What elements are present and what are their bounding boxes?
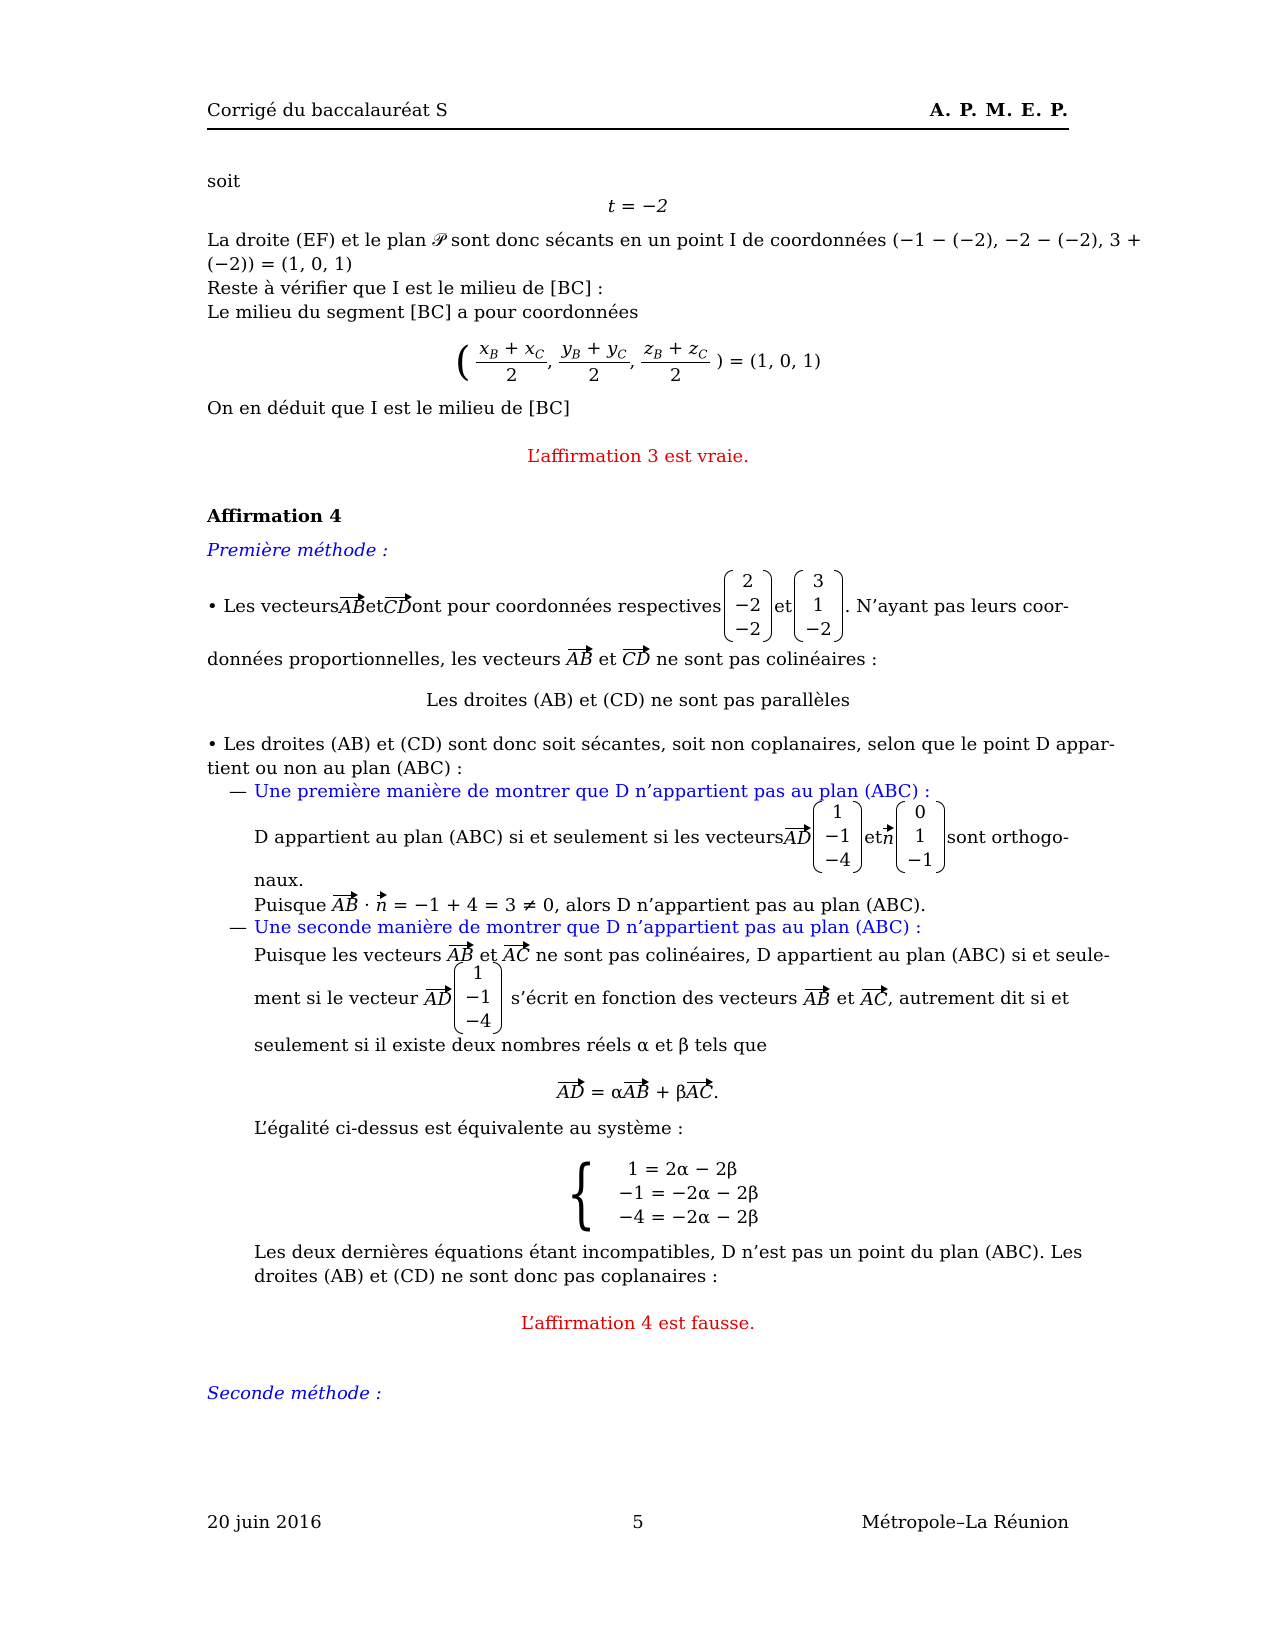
- bracket-left: [794, 570, 803, 642]
- paren-open: (: [454, 338, 471, 385]
- cd-z: −2: [805, 619, 832, 640]
- ad-coordinates: [813, 801, 862, 873]
- bracket-left: [724, 570, 733, 642]
- bullet-1-a: • Les vecteurs: [207, 595, 340, 617]
- ab-coordinates: [724, 570, 773, 642]
- bullet-1-c: . N’ayant pas leurs coor-: [844, 595, 1069, 617]
- vec-ac: AC: [686, 1082, 714, 1103]
- eq-beta: + β: [655, 1082, 687, 1103]
- vec-n: n: [375, 895, 388, 916]
- ab-x: 2: [742, 571, 754, 592]
- text-milieu: Le milieu du segment [BC] a pour coordonnées: [207, 302, 639, 323]
- fraction-y-den: 2: [588, 364, 600, 386]
- way-1-title: Une première manière de montrer que D n’appartient pas au plan (ABC) :: [254, 781, 931, 802]
- incompatible-line-1: Les deux dernières équations étant incompatibles, D n’est pas un point du plan (ABC). Les: [254, 1242, 1083, 1263]
- word-et: et: [836, 987, 855, 1009]
- page-header: [207, 100, 1069, 130]
- n-y: 1: [914, 826, 926, 847]
- bracket-right: [853, 801, 862, 873]
- word-et: et: [864, 826, 883, 848]
- ad-x: 1: [472, 963, 484, 984]
- ad-coordinates: [454, 962, 503, 1034]
- left-brace: {: [566, 1148, 596, 1237]
- vec-ab: AB: [332, 895, 359, 916]
- vec-cd: CD: [622, 649, 651, 670]
- vec-n: n: [882, 827, 894, 849]
- footer-date: 20 juin 2016: [207, 1512, 322, 1533]
- conclusion-3: L’affirmation 3 est vraie.: [527, 446, 749, 467]
- bullet-2-line-1: • Les droites (AB) et (CD) sont donc soit sécantes, soit non coplanaires, selon que le point D appar-: [207, 734, 1115, 755]
- way-2-b-mid: s’écrit en fonction des vecteurs: [510, 987, 798, 1009]
- text-soit: soit: [207, 171, 241, 192]
- way-1-d-post: = −1 + 4 = 3 ≠ 0, alors D n’appartient pas au plan (ABC).: [392, 895, 926, 916]
- vector-equation: AD = αAB + βAC.: [557, 1082, 719, 1103]
- fraction-z-den: 2: [669, 364, 682, 386]
- way-2-b-post: , autrement dit si et: [887, 987, 1069, 1009]
- ab-z: −2: [734, 619, 762, 640]
- n-coordinates: [896, 801, 945, 873]
- header-org: A. P. M. E. P.: [929, 100, 1069, 121]
- vec-ac: AC: [503, 945, 530, 966]
- bracket-right: [763, 570, 772, 642]
- conclusion-4: L’affirmation 4 est fausse.: [520, 1313, 756, 1334]
- way-1-a: D appartient au plan (ABC) si et seulement si les vecteurs: [254, 826, 784, 848]
- way-1-line-1: [254, 801, 1069, 873]
- cd-coordinates: [794, 570, 843, 642]
- dash-1: —: [229, 781, 247, 802]
- word-et: et: [479, 945, 498, 966]
- vec-ab: AB: [339, 596, 366, 618]
- way-2-c: seulement si il existe deux nombres réels α et β tels que: [254, 1035, 767, 1056]
- bullet-1-e: ne sont pas colinéaires :: [656, 649, 878, 670]
- eq-alpha: = α: [590, 1082, 624, 1103]
- fraction-y-num: $y_B + y_C$: [559, 338, 630, 363]
- page-number: 5: [632, 1512, 644, 1533]
- section-title: Affirmation 4: [207, 506, 342, 527]
- equation-system: [557, 1148, 759, 1237]
- way-1-line-3: Puisque AB · n = −1 + 4 = 3 ≠ 0, alors D n’appartient pas au plan (ABC).: [254, 895, 926, 916]
- equation-t: t = −2: [607, 196, 669, 217]
- midpoint-formula: ( $\frac{x_B + x_C}{2}$ , $\frac{y_B + y_C}{2}$ , $\frac{z_B + z_C}{2}$ ) = (1, 0, 1): [454, 338, 822, 386]
- way-2-a-pre: Puisque les vecteurs: [254, 945, 442, 966]
- page: [207, 0, 1142, 1650]
- system-eq-3: −4 = −2α − 2β: [618, 1207, 759, 1228]
- ad-z: −4: [824, 850, 851, 871]
- fraction-z-num: $z_B + z_C$: [641, 338, 711, 363]
- fraction-x-den: 2: [506, 364, 518, 386]
- bracket-left: [813, 801, 822, 873]
- text-deduit: On en déduit que I est le milieu de [BC]: [207, 398, 570, 419]
- bullet-1-line-2: [207, 647, 877, 670]
- system-eq-2: −1 = −2α − 2β: [618, 1183, 759, 1204]
- way-1-b: sont orthogo-: [946, 826, 1069, 848]
- way-2-line-2: [254, 962, 1069, 1034]
- n-z: −1: [906, 850, 934, 871]
- vec-ad: AD: [783, 827, 812, 849]
- text-reste: Reste à vérifier que I est le milieu de [BC] :: [207, 278, 604, 299]
- bullet-2-line-2: tient ou non au plan (ABC) :: [207, 758, 463, 779]
- vec-ad: AD: [557, 1082, 585, 1103]
- way-2-b-pre: ment si le vecteur: [254, 987, 419, 1009]
- incompatible-line-2: droites (AB) et (CD) ne sont donc pas coplanaires :: [254, 1266, 718, 1287]
- ad-x: 1: [831, 802, 844, 823]
- fraction-y: [559, 338, 630, 386]
- word-et: et: [774, 595, 793, 617]
- bracket-right: [834, 570, 843, 642]
- cd-x: 3: [812, 571, 825, 592]
- vec-ab: AB: [447, 945, 474, 966]
- system-eq-1: 1 = 2α − 2β: [627, 1159, 738, 1180]
- ad-z: −4: [464, 1011, 492, 1032]
- bracket-left: [454, 962, 463, 1034]
- page-footer: [207, 1512, 1069, 1536]
- way-2-a-post: ne sont pas colinéaires, D appartient au plan (ABC) si et seule-: [535, 945, 1110, 966]
- ad-y: −1: [464, 987, 492, 1008]
- vec-ac: AC: [860, 988, 888, 1010]
- dash-2: —: [229, 917, 247, 938]
- ab-y: −2: [734, 595, 762, 616]
- vec-ab: AB: [566, 649, 593, 670]
- way-1-c: naux.: [254, 870, 304, 891]
- header-title: Corrigé du baccalauréat S: [207, 100, 448, 121]
- fraction-z: [641, 338, 711, 386]
- midpoint-result: ) = (1, 0, 1): [716, 350, 822, 372]
- method-2-title: Seconde méthode :: [207, 1383, 382, 1404]
- bullet-1-d: données proportionnelles, les vecteurs: [207, 649, 561, 670]
- bracket-right: [493, 962, 502, 1034]
- bullet-1-b: ont pour coordonnées respectives: [411, 595, 722, 617]
- word-et: et: [598, 649, 617, 670]
- fraction-x-num: $x_B + x_C$: [476, 338, 547, 363]
- n-x: 0: [914, 802, 926, 823]
- method-1-title: Première méthode :: [207, 540, 389, 561]
- bracket-left: [896, 801, 905, 873]
- vec-ab: AB: [803, 988, 831, 1010]
- vec-ad: AD: [424, 988, 452, 1010]
- footer-location: Métropole–La Réunion: [861, 1512, 1069, 1533]
- intersection-line-1: La droite (EF) et le plan 𝒫 sont donc sécants en un point I de coordonnées (−1 − (−2), −2 − (−2), 3 +: [207, 230, 1142, 251]
- cd-y: 1: [812, 595, 825, 616]
- not-parallel: Les droites (AB) et (CD) ne sont pas parallèles: [426, 690, 850, 711]
- ad-y: −1: [824, 826, 851, 847]
- bracket-right: [936, 801, 945, 873]
- vec-cd: CD: [383, 596, 412, 618]
- vec-ab: AB: [623, 1082, 650, 1103]
- way-2-title: Une seconde manière de montrer que D n’appartient pas au plan (ABC) :: [254, 917, 922, 938]
- way-1-d-pre: Puisque: [254, 895, 327, 916]
- intersection-line-2: (−2)) = (1, 0, 1): [207, 254, 353, 275]
- equivalence-text: L’égalité ci-dessus est équivalente au système :: [254, 1118, 684, 1139]
- fraction-x: [476, 338, 547, 386]
- bullet-1-line-1: [207, 570, 1069, 642]
- word-et: et: [365, 595, 384, 617]
